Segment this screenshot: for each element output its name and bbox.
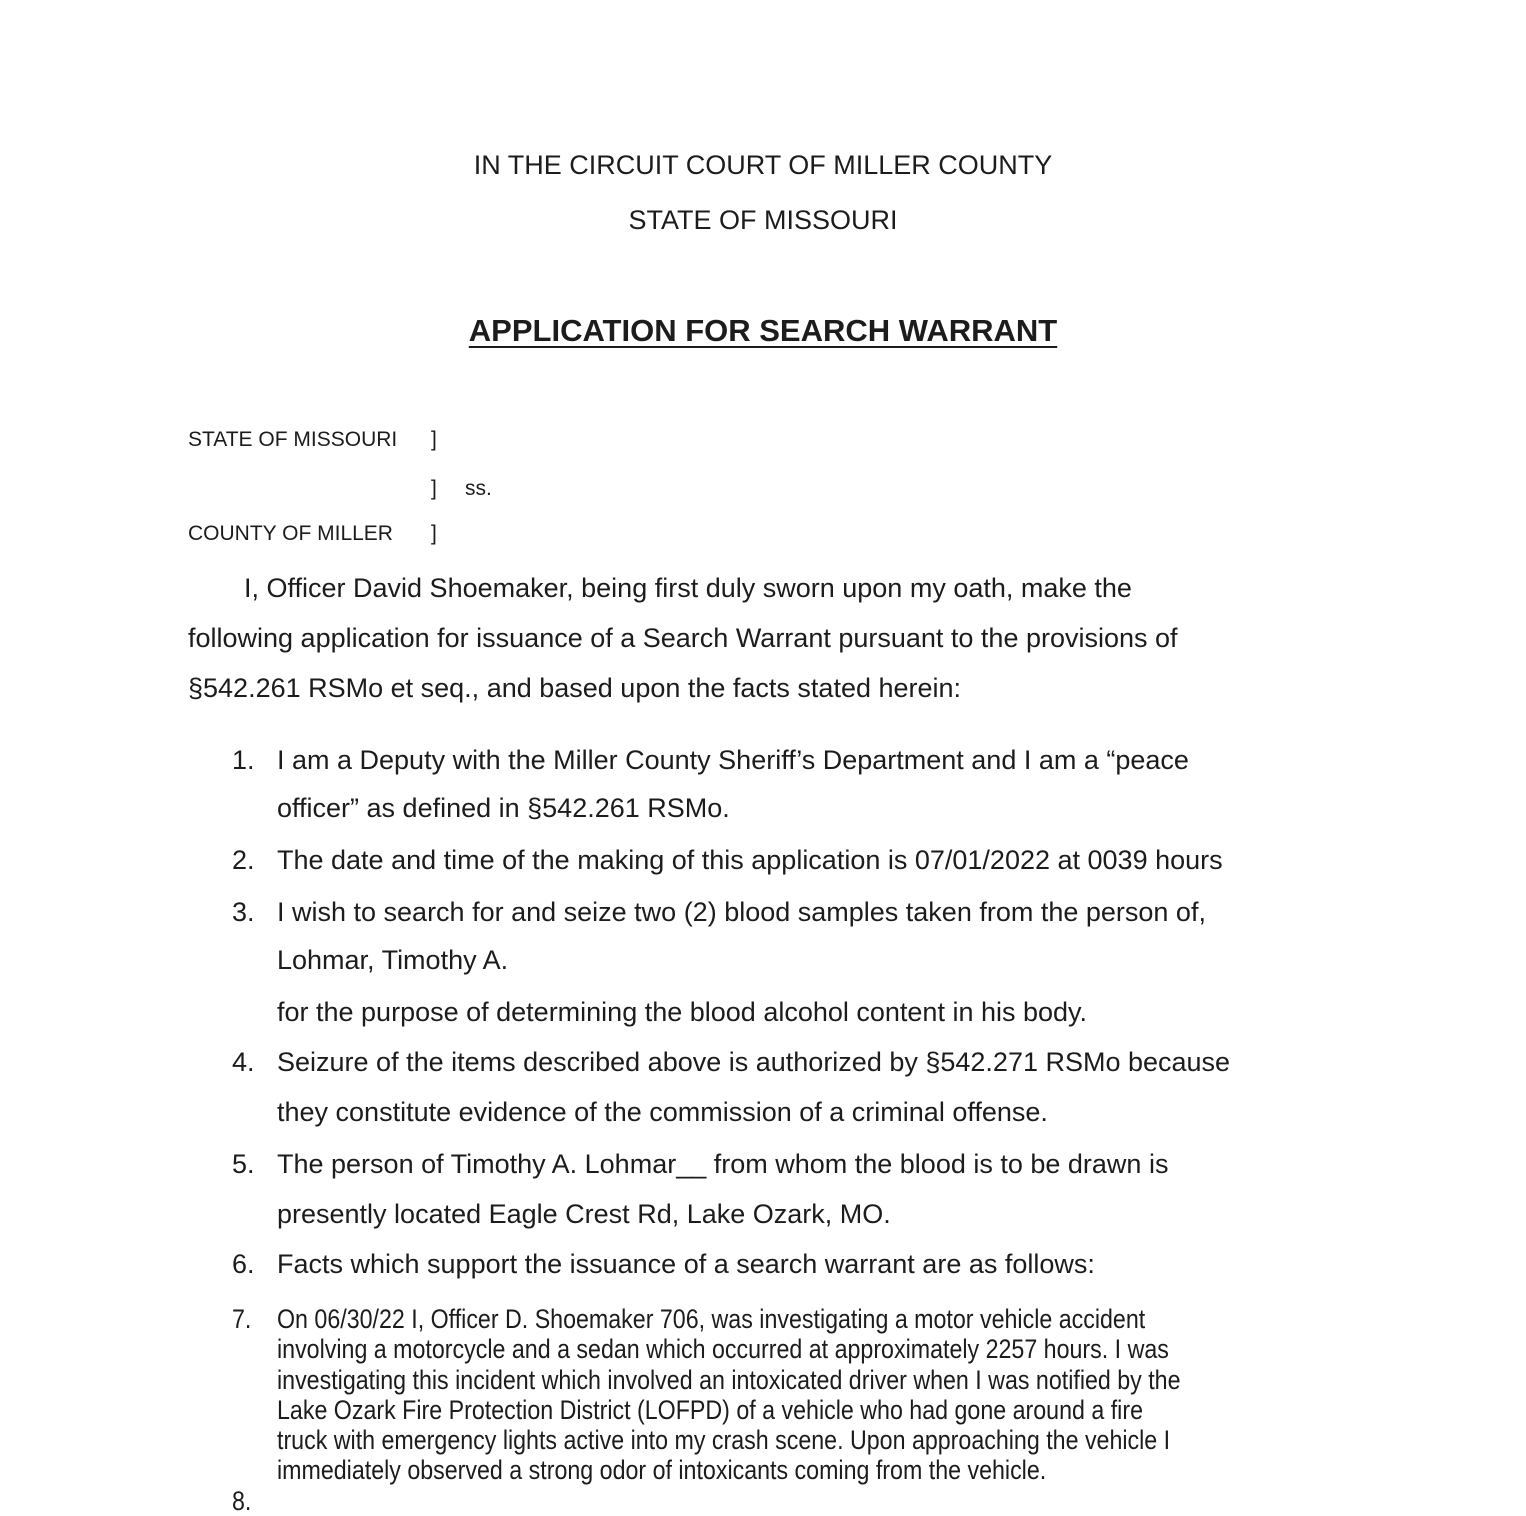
item-line: immediately observed a strong odor of intoxicants coming from the vehicle. bbox=[277, 1455, 1047, 1485]
intro-line: I, Officer David Shoemaker, being first duly sworn upon my oath, make the bbox=[244, 573, 1132, 603]
item-number: 2. bbox=[232, 845, 255, 875]
item-line: Lohmar, Timothy A. bbox=[277, 945, 509, 975]
item-number: 8. bbox=[232, 1486, 252, 1516]
item-line: The date and time of the making of this application is 07/01/2022 at 0039 hours bbox=[277, 845, 1223, 875]
item-number: 7. bbox=[232, 1304, 252, 1334]
item-line: Lake Ozark Fire Protection District (LOFPD) of a vehicle who had gone around a fire bbox=[277, 1395, 1143, 1425]
intro-line: following application for issuance of a Search Warrant pursuant to the provisions of bbox=[188, 623, 1178, 653]
caption-bracket: ] bbox=[431, 522, 437, 545]
caption-bracket: ] bbox=[431, 428, 437, 451]
item-line: On 06/30/22 I, Officer D. Shoemaker 706, was investigating a motor vehicle accident bbox=[277, 1304, 1146, 1334]
item-number: 4. bbox=[232, 1047, 255, 1077]
item-line: they constitute evidence of the commission of a criminal offense. bbox=[277, 1097, 1048, 1127]
state-heading: STATE OF MISSOURI bbox=[628, 205, 898, 235]
item-line: investigating this incident which involved an intoxicated driver when I was notified by the bbox=[277, 1365, 1181, 1395]
item-number: 3. bbox=[232, 897, 255, 927]
item-line: Seizure of the items described above is authorized by §542.271 RSMo because bbox=[277, 1047, 1231, 1077]
item-line: officer” as defined in §542.261 RSMo. bbox=[277, 793, 730, 823]
item-line: presently located Eagle Crest Rd, Lake Ozark, MO. bbox=[277, 1199, 891, 1229]
item-line: involving a motorcycle and a sedan which occurred at approximately 2257 hours. I was bbox=[277, 1334, 1169, 1364]
item-number: 1. bbox=[232, 745, 255, 775]
item-line: Facts which support the issuance of a search warrant are as follows: bbox=[277, 1249, 1095, 1279]
caption-ss: ss. bbox=[465, 477, 492, 500]
caption-county: COUNTY OF MILLER bbox=[188, 522, 393, 545]
court-heading: IN THE CIRCUIT COURT OF MILLER COUNTY bbox=[473, 150, 1053, 180]
item-number: 6. bbox=[232, 1249, 255, 1279]
caption-bracket: ] bbox=[431, 477, 437, 500]
item-line: for the purpose of determining the blood alcohol content in his body. bbox=[277, 997, 1088, 1027]
item-number: 5. bbox=[232, 1149, 255, 1179]
item-line: I wish to search for and seize two (2) blood samples taken from the person of, bbox=[277, 897, 1206, 927]
item-line: truck with emergency lights active into my crash scene. Upon approaching the vehicle I bbox=[277, 1425, 1171, 1455]
intro-line: §542.261 RSMo et seq., and based upon the facts stated herein: bbox=[188, 673, 962, 703]
item-line: The person of Timothy A. Lohmar__ from whom the blood is to be drawn is bbox=[277, 1149, 1169, 1179]
caption-state: STATE OF MISSOURI bbox=[188, 428, 398, 451]
item-line: I am a Deputy with the Miller County Sheriff’s Department and I am a “peace bbox=[277, 745, 1189, 775]
document-title: APPLICATION FOR SEARCH WARRANT bbox=[468, 313, 1058, 348]
